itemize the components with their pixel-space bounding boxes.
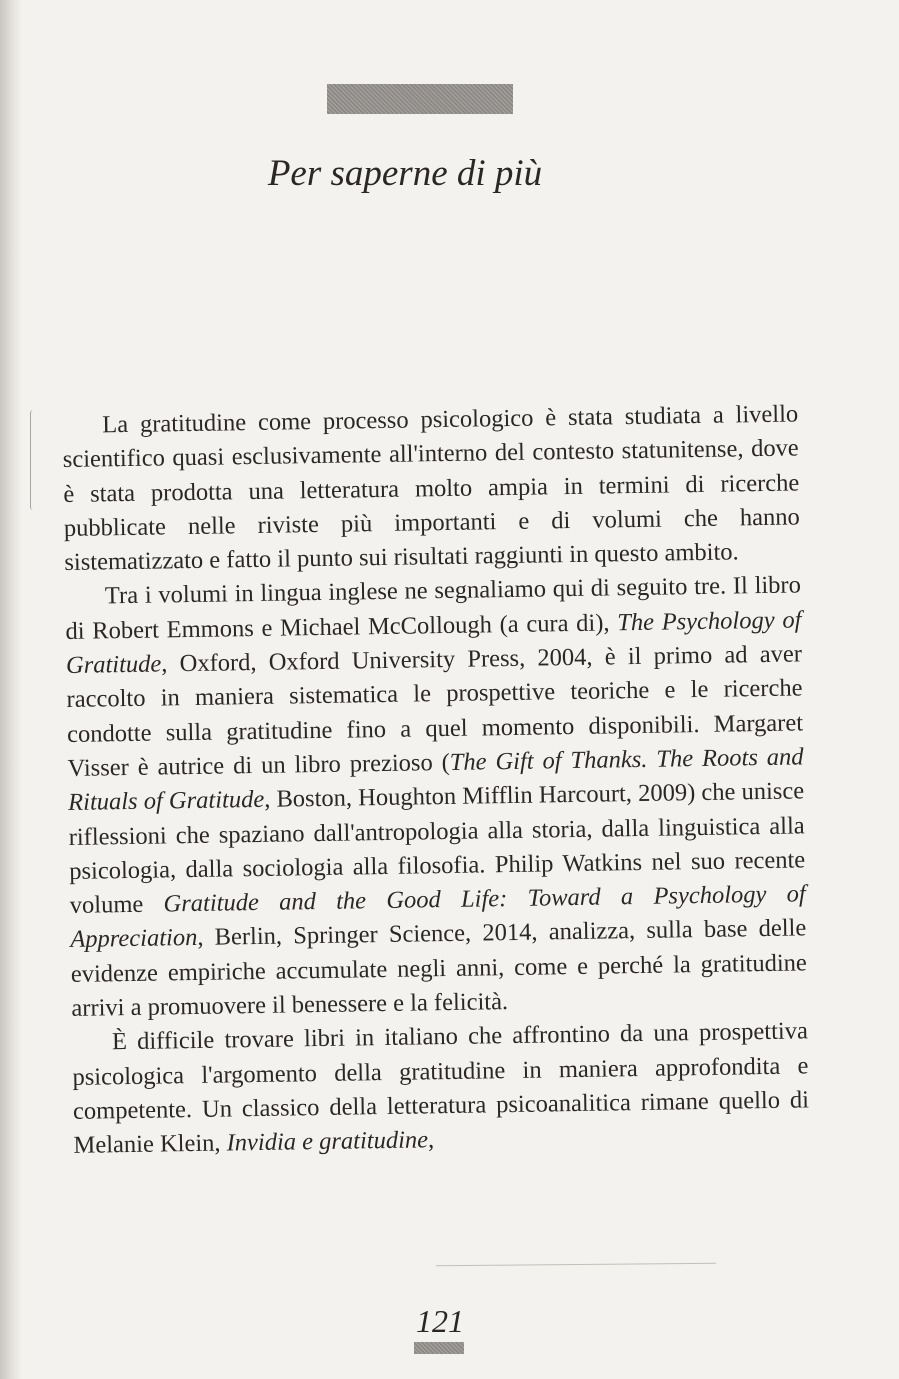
text-run: È difficile trovare libri in italiano che affrontino da una prospettiva psicologica l'argomento della gratitudine in maniera approfondita e competente. Un classico della letteratura psicoanalitica rimane quello di Melanie Klein, <box>72 1017 810 1160</box>
pencil-underline-mark <box>436 1263 716 1266</box>
pencil-margin-mark <box>30 410 35 510</box>
text-run: , Berlin, Springer Science, 2014, analizza, sulla base delle evidenze empiriche accumulate negli anni, come e perché la gratitudine arrivi a promuovere il benessere e la felicità. <box>70 914 807 1022</box>
book-spine-shadow <box>0 0 22 1379</box>
chapter-title: Per saperne di più <box>267 153 543 194</box>
paragraph-italian-books <box>72 1015 810 1164</box>
book-title: Invidia e gratitudine <box>226 1126 429 1157</box>
footer-bar <box>414 1342 464 1354</box>
paragraph-english-volumes <box>65 569 808 1026</box>
body-text <box>62 397 810 1163</box>
chapter-header-bar <box>327 84 513 114</box>
text-run: , Boston, Houghton Mifflin Harcourt, 2009) che unisce riflessioni che spaziano dall'antropologia alla storia, dalla linguistica alla psicologia, dalla sociologia alla filosofia. Philip Watkins nel suo recente volume <box>68 777 806 920</box>
paragraph-intro <box>62 397 801 580</box>
text-run: , <box>427 1126 435 1154</box>
page-number: 121 <box>416 1303 464 1339</box>
book-title: The Psychology of Gratitude <box>65 606 802 680</box>
text-run: Tra i volumi in lingua inglese ne segnaliamo qui di seguito tre. Il libro di Robert Emmons e Michael McCollough (a cura di), <box>65 571 802 645</box>
book-title: Gratitude and the Good Life: Toward a Psychology of Appreciation <box>70 880 806 954</box>
book-title: The Gift of Thanks. The Roots and Rituals of Gratitude <box>67 743 804 817</box>
text-run: , Oxford, Oxford University Press, 2004, è il primo ad aver raccolto in maniera sistematica le prospettive teoriche e le ricerche condotte sulla gratitudine fino a quel momento disponibili. Margaret Visser è autrice di un libro prezioso ( <box>66 640 804 782</box>
text-run: La gratitudine come processo psicologico è stata studiata a livello scientifico quasi esclusivamente all'interno del contesto statunitense, dove è stata prodotta una letteratura molto ampia in termini di ricerche pubblicate nelle riviste più importanti e di volumi che hanno sistematizzato e fatto il punto sui risultati raggiunti in questo ambito. <box>62 400 800 577</box>
